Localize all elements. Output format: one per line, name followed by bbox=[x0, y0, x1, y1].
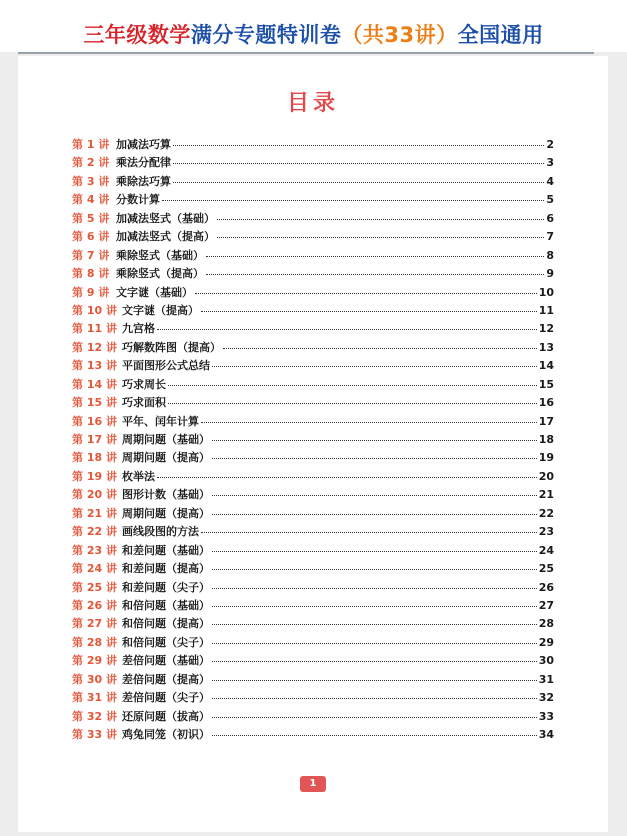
toc-dot-leader bbox=[212, 661, 537, 662]
toc-page-number: 5 bbox=[546, 193, 554, 207]
toc-lesson-number: 第 26 讲 bbox=[72, 598, 117, 612]
title-part-main: 满分专题特训卷 bbox=[190, 23, 342, 47]
toc-page-number: 32 bbox=[538, 691, 554, 705]
toc-lesson-number: 第 21 讲 bbox=[72, 506, 117, 520]
toc-entry[interactable] bbox=[72, 302, 554, 320]
toc-lesson-title: 还原问题（拔高） bbox=[122, 709, 210, 723]
toc-entry[interactable] bbox=[72, 357, 554, 375]
toc-lesson-title: 和倍问题（基础） bbox=[122, 598, 210, 612]
toc-lesson-number: 第 22 讲 bbox=[72, 525, 117, 539]
toc-lesson-title: 巧求面积 bbox=[122, 396, 166, 410]
toc-dot-leader bbox=[212, 735, 537, 736]
toc-lesson-number: 第 24 讲 bbox=[72, 562, 117, 576]
toc-lesson-number: 第 20 讲 bbox=[72, 488, 117, 502]
toc-lesson-title: 乘除竖式（提高） bbox=[116, 267, 204, 281]
toc-lesson-title: 加减法巧算 bbox=[116, 138, 171, 151]
toc-entry[interactable] bbox=[72, 320, 554, 338]
toc-dot-leader bbox=[212, 569, 537, 570]
toc-page-number: 10 bbox=[538, 285, 554, 299]
toc-dot-leader bbox=[212, 606, 537, 607]
toc-lesson-title: 文字谜（基础） bbox=[116, 285, 193, 299]
toc-entry[interactable] bbox=[72, 634, 554, 652]
toc-entry[interactable] bbox=[72, 468, 554, 486]
toc-dot-leader bbox=[212, 588, 537, 589]
toc-dot-leader bbox=[201, 311, 537, 312]
toc-dot-leader bbox=[212, 551, 537, 552]
toc-dot-leader bbox=[173, 163, 544, 164]
toc-lesson-title: 九宫格 bbox=[122, 322, 155, 336]
toc-lesson-number: 第 17 讲 bbox=[72, 433, 117, 446]
toc-lesson-title: 平面图形公式总结 bbox=[122, 359, 210, 373]
toc-lesson-title: 枚举法 bbox=[122, 469, 155, 483]
toc-lesson-title: 周期问题（基础） bbox=[122, 433, 210, 446]
toc-page-number: 2 bbox=[546, 138, 554, 151]
toc-lesson-number: 第 10 讲 bbox=[72, 303, 117, 317]
toc-dot-leader bbox=[212, 514, 537, 515]
toc-lesson-title: 乘除法巧算 bbox=[116, 174, 171, 188]
toc-entry[interactable] bbox=[72, 615, 554, 633]
toc-dot-leader bbox=[212, 624, 537, 625]
toc-lesson-number: 第 9 讲 bbox=[72, 285, 110, 299]
toc-dot-leader bbox=[168, 385, 537, 386]
toc-lesson-number: 第 2 讲 bbox=[72, 156, 110, 170]
toc-lesson-number: 第 14 讲 bbox=[72, 377, 117, 391]
toc-entry[interactable] bbox=[72, 228, 554, 246]
toc-lesson-title: 和差问题（提高） bbox=[122, 562, 210, 576]
toc-entry[interactable] bbox=[72, 284, 554, 302]
toc-dot-leader bbox=[173, 182, 544, 183]
toc-entry[interactable] bbox=[72, 449, 554, 467]
toc-page-number: 19 bbox=[538, 451, 554, 465]
toc-lesson-title: 图形计数（基础） bbox=[122, 488, 210, 502]
toc-entry[interactable] bbox=[72, 339, 554, 357]
toc-entry[interactable] bbox=[72, 523, 554, 541]
toc-page-number: 9 bbox=[546, 267, 554, 281]
toc-lesson-number: 第 16 讲 bbox=[72, 414, 117, 428]
toc-dot-leader bbox=[212, 698, 537, 699]
toc-entry[interactable] bbox=[72, 560, 554, 578]
toc-lesson-title: 周期问题（提高） bbox=[122, 506, 210, 520]
toc-page-number: 30 bbox=[538, 654, 554, 668]
toc-dot-leader bbox=[206, 256, 544, 257]
toc-entry[interactable] bbox=[72, 579, 554, 597]
toc-dot-leader bbox=[217, 219, 544, 220]
document-page bbox=[18, 56, 608, 832]
toc-lesson-title: 鸡兔同笼（初识） bbox=[122, 728, 210, 741]
toc-lesson-number: 第 5 讲 bbox=[72, 211, 110, 225]
toc-lesson-title: 和倍问题（尖子） bbox=[122, 635, 210, 649]
toc-page-number: 22 bbox=[538, 506, 554, 520]
toc-dot-leader bbox=[217, 237, 544, 238]
toc-lesson-title: 乘法分配律 bbox=[116, 156, 171, 170]
toc-dot-leader bbox=[173, 145, 544, 146]
toc-dot-leader bbox=[212, 366, 537, 367]
toc-dot-leader bbox=[212, 717, 537, 718]
toc-dot-leader bbox=[212, 440, 537, 441]
toc-page-number: 21 bbox=[538, 488, 554, 502]
toc-entry[interactable] bbox=[72, 431, 554, 449]
toc-entry[interactable] bbox=[72, 413, 554, 431]
toc-lesson-number: 第 33 讲 bbox=[72, 728, 117, 741]
toc-lesson-number: 第 23 讲 bbox=[72, 543, 117, 557]
toc-heading: 目录 bbox=[286, 91, 339, 116]
toc-dot-leader bbox=[157, 477, 537, 478]
title-part-count: （共33讲） bbox=[341, 23, 458, 47]
toc-page-number: 14 bbox=[538, 359, 554, 373]
toc-lesson-number: 第 18 讲 bbox=[72, 451, 117, 465]
toc-page-number: 33 bbox=[538, 709, 554, 723]
toc-lesson-number: 第 6 讲 bbox=[72, 230, 110, 244]
toc-entry[interactable] bbox=[72, 505, 554, 523]
toc-entry[interactable] bbox=[72, 486, 554, 504]
toc-entry[interactable] bbox=[72, 708, 554, 726]
toc-page-number: 20 bbox=[538, 469, 554, 483]
toc-dot-leader bbox=[223, 348, 537, 349]
toc-page-number: 28 bbox=[538, 617, 554, 631]
toc-page-number: 3 bbox=[546, 156, 554, 170]
toc-dot-leader bbox=[212, 680, 537, 681]
toc-lesson-number: 第 4 讲 bbox=[72, 193, 110, 207]
toc-page-number: 31 bbox=[538, 672, 554, 686]
toc-lesson-title: 巧解数阵图（提高） bbox=[122, 340, 221, 354]
toc-lesson-number: 第 7 讲 bbox=[72, 248, 110, 262]
toc-lesson-title: 周期问题（提高） bbox=[122, 451, 210, 465]
toc-dot-leader bbox=[206, 274, 544, 275]
toc-page-number: 11 bbox=[538, 303, 554, 317]
toc-lesson-number: 第 3 讲 bbox=[72, 174, 110, 188]
toc-entry[interactable] bbox=[72, 726, 554, 744]
toc-entry[interactable] bbox=[72, 173, 554, 191]
document-title bbox=[0, 22, 627, 48]
toc-page-number: 27 bbox=[538, 598, 554, 612]
toc-dot-leader bbox=[168, 403, 537, 404]
toc-page-number: 34 bbox=[538, 728, 554, 741]
toc-lesson-number: 第 27 讲 bbox=[72, 617, 117, 631]
toc-dot-leader bbox=[195, 293, 537, 294]
toc-page-number: 29 bbox=[538, 635, 554, 649]
toc-lesson-number: 第 13 讲 bbox=[72, 359, 117, 373]
toc-lesson-number: 第 1 讲 bbox=[72, 138, 110, 151]
toc-lesson-title: 差倍问题（提高） bbox=[122, 672, 210, 686]
toc-page-number: 6 bbox=[546, 211, 554, 225]
toc-page-number: 23 bbox=[538, 525, 554, 539]
toc-dot-leader bbox=[212, 458, 537, 459]
toc-lesson-number: 第 12 讲 bbox=[72, 340, 117, 354]
header-divider bbox=[18, 52, 594, 54]
toc-page-number: 7 bbox=[546, 230, 554, 244]
toc-lesson-number: 第 31 讲 bbox=[72, 691, 117, 705]
toc-page-number: 12 bbox=[538, 322, 554, 336]
toc-entry[interactable] bbox=[72, 247, 554, 265]
toc-lesson-number: 第 29 讲 bbox=[72, 654, 117, 668]
toc-page-number: 13 bbox=[538, 340, 554, 354]
toc-lesson-number: 第 32 讲 bbox=[72, 709, 117, 723]
toc-lesson-title: 差倍问题（尖子） bbox=[122, 691, 210, 705]
toc-entry[interactable] bbox=[72, 154, 554, 172]
toc-page-number: 26 bbox=[538, 580, 554, 594]
toc-lesson-number: 第 19 讲 bbox=[72, 469, 117, 483]
toc-lesson-number: 第 28 讲 bbox=[72, 635, 117, 649]
toc-page-number: 18 bbox=[538, 433, 554, 446]
toc-entry[interactable] bbox=[72, 191, 554, 209]
toc-page-number: 24 bbox=[538, 543, 554, 557]
toc-lesson-number: 第 15 讲 bbox=[72, 396, 117, 410]
toc-page-number: 16 bbox=[538, 396, 554, 410]
title-part-grade: 三年级数学 bbox=[83, 23, 191, 47]
toc-page-number: 15 bbox=[538, 377, 554, 391]
toc-entry[interactable] bbox=[72, 376, 554, 394]
toc-lesson-title: 加减法竖式（提高） bbox=[116, 230, 215, 244]
toc-lesson-title: 平年、闰年计算 bbox=[122, 414, 199, 428]
page-number-badge: 1 bbox=[300, 776, 326, 792]
toc-entry[interactable] bbox=[72, 210, 554, 228]
toc-lesson-number: 第 25 讲 bbox=[72, 580, 117, 594]
toc-entry[interactable] bbox=[72, 652, 554, 670]
toc-dot-leader bbox=[201, 532, 537, 533]
toc-dot-leader bbox=[201, 422, 537, 423]
toc-lesson-number: 第 8 讲 bbox=[72, 267, 110, 281]
toc-page-number: 17 bbox=[538, 414, 554, 428]
toc-lesson-number: 第 30 讲 bbox=[72, 672, 117, 686]
toc-entry[interactable] bbox=[72, 597, 554, 615]
toc-dot-leader bbox=[162, 200, 544, 201]
toc-lesson-number: 第 11 讲 bbox=[72, 322, 117, 336]
toc-entry[interactable] bbox=[72, 394, 554, 412]
toc-entry[interactable] bbox=[72, 542, 554, 560]
toc-list bbox=[72, 136, 554, 744]
toc-lesson-title: 加减法竖式（基础） bbox=[116, 211, 215, 225]
toc-entry[interactable] bbox=[72, 689, 554, 707]
toc-lesson-title: 分数计算 bbox=[116, 193, 160, 207]
toc-lesson-title: 和差问题（基础） bbox=[122, 543, 210, 557]
toc-dot-leader bbox=[212, 495, 537, 496]
toc-dot-leader bbox=[157, 329, 537, 330]
toc-lesson-title: 差倍问题（基础） bbox=[122, 654, 210, 668]
toc-entry[interactable] bbox=[72, 136, 554, 154]
toc-lesson-title: 和倍问题（提高） bbox=[122, 617, 210, 631]
toc-lesson-title: 乘除竖式（基础） bbox=[116, 248, 204, 262]
toc-lesson-title: 画线段图的方法 bbox=[122, 525, 199, 539]
title-part-scope: 全国通用 bbox=[457, 23, 544, 47]
toc-lesson-title: 和差问题（尖子） bbox=[122, 580, 210, 594]
document-header bbox=[0, 0, 627, 52]
toc-page-number: 8 bbox=[546, 248, 554, 262]
toc-entry[interactable] bbox=[72, 265, 554, 283]
toc-dot-leader bbox=[212, 643, 537, 644]
toc-page-number: 25 bbox=[538, 562, 554, 576]
toc-entry[interactable] bbox=[72, 671, 554, 689]
toc-page-number: 4 bbox=[546, 174, 554, 188]
toc-lesson-title: 文字谜（提高） bbox=[122, 303, 199, 317]
toc-lesson-title: 巧求周长 bbox=[122, 377, 166, 391]
